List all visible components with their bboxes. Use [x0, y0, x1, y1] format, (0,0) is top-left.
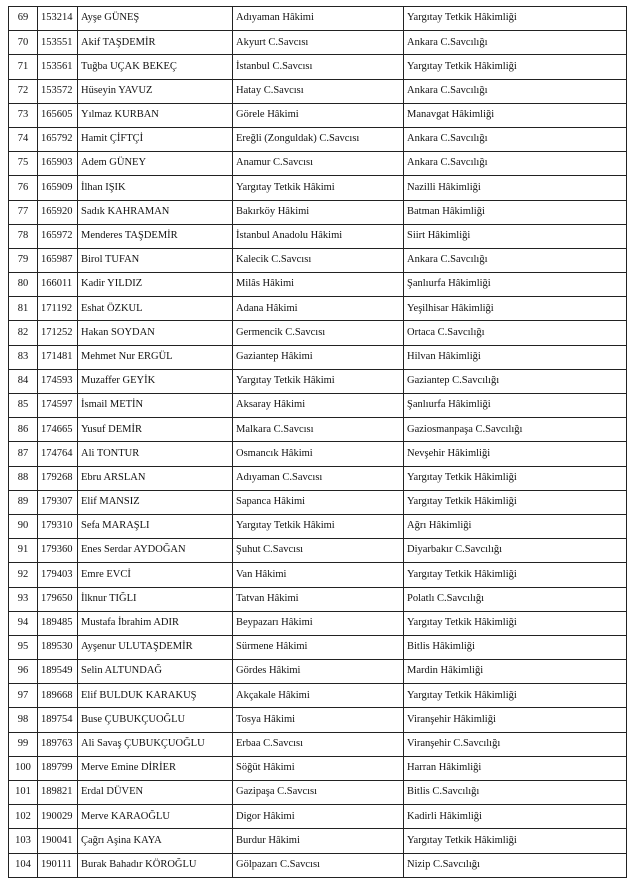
- new-position-cell: Manavgat Hâkimliği: [404, 103, 627, 127]
- row-number-cell: 103: [9, 829, 38, 853]
- registry-number-cell: 179650: [38, 587, 78, 611]
- registry-number-cell: 165605: [38, 103, 78, 127]
- new-position-cell: Yargıtay Tetkik Hâkimliği: [404, 7, 627, 31]
- name-cell: Merve KARAOĞLU: [78, 805, 233, 829]
- new-position-cell: Bitlis C.Savcılığı: [404, 781, 627, 805]
- row-number-cell: 74: [9, 127, 38, 151]
- registry-number-cell: 189799: [38, 756, 78, 780]
- table-row: [9, 103, 627, 127]
- new-position-cell: Nevşehir Hâkimliği: [404, 442, 627, 466]
- name-cell: Mustafa İbrahim ADIR: [78, 611, 233, 635]
- current-position-cell: Söğüt Hâkimi: [233, 756, 404, 780]
- row-number-cell: 82: [9, 321, 38, 345]
- registry-number-cell: 179307: [38, 490, 78, 514]
- new-position-cell: Ankara C.Savcılığı: [404, 127, 627, 151]
- table-row: [9, 273, 627, 297]
- table-row: [9, 224, 627, 248]
- name-cell: Hüseyin YAVUZ: [78, 79, 233, 103]
- new-position-cell: Viranşehir C.Savcılığı: [404, 732, 627, 756]
- new-position-cell: Ankara C.Savcılığı: [404, 248, 627, 272]
- name-cell: Burak Bahadır KÖROĞLU: [78, 853, 233, 877]
- registry-number-cell: 153551: [38, 31, 78, 55]
- table-row: [9, 7, 627, 31]
- name-cell: Yusuf DEMİR: [78, 418, 233, 442]
- current-position-cell: Akçakale Hâkimi: [233, 684, 404, 708]
- name-cell: Elif MANSIZ: [78, 490, 233, 514]
- new-position-cell: Batman Hâkimliği: [404, 200, 627, 224]
- row-number-cell: 94: [9, 611, 38, 635]
- table-row: [9, 394, 627, 418]
- table-row: [9, 55, 627, 79]
- new-position-cell: Yargıtay Tetkik Hâkimliği: [404, 563, 627, 587]
- name-cell: Ali TONTUR: [78, 442, 233, 466]
- table-row: [9, 176, 627, 200]
- new-position-cell: Viranşehir Hâkimliği: [404, 708, 627, 732]
- registry-number-cell: 165972: [38, 224, 78, 248]
- current-position-cell: Sürmene Hâkimi: [233, 635, 404, 659]
- name-cell: Menderes TAŞDEMİR: [78, 224, 233, 248]
- row-number-cell: 96: [9, 660, 38, 684]
- row-number-cell: 100: [9, 756, 38, 780]
- new-position-cell: Harran Hâkimliği: [404, 756, 627, 780]
- current-position-cell: Yargıtay Tetkik Hâkimi: [233, 514, 404, 538]
- row-number-cell: 71: [9, 55, 38, 79]
- current-position-cell: Ereğli (Zonguldak) C.Savcısı: [233, 127, 404, 151]
- registry-number-cell: 165920: [38, 200, 78, 224]
- table-row: [9, 369, 627, 393]
- name-cell: Sadık KAHRAMAN: [78, 200, 233, 224]
- name-cell: Enes Serdar AYDOĞAN: [78, 539, 233, 563]
- row-number-cell: 69: [9, 7, 38, 31]
- registry-number-cell: 171481: [38, 345, 78, 369]
- table-row: [9, 781, 627, 805]
- new-position-cell: Yargıtay Tetkik Hâkimliği: [404, 55, 627, 79]
- row-number-cell: 95: [9, 635, 38, 659]
- appointment-table: [8, 6, 627, 878]
- row-number-cell: 93: [9, 587, 38, 611]
- registry-number-cell: 174597: [38, 394, 78, 418]
- new-position-cell: Şanlıurfa Hâkimliği: [404, 273, 627, 297]
- row-number-cell: 101: [9, 781, 38, 805]
- new-position-cell: Diyarbakır C.Savcılığı: [404, 539, 627, 563]
- new-position-cell: Ortaca C.Savcılığı: [404, 321, 627, 345]
- registry-number-cell: 189754: [38, 708, 78, 732]
- current-position-cell: Milâs Hâkimi: [233, 273, 404, 297]
- name-cell: Hamit ÇİFTÇİ: [78, 127, 233, 151]
- row-number-cell: 81: [9, 297, 38, 321]
- table-row: [9, 805, 627, 829]
- new-position-cell: Yargıtay Tetkik Hâkimliği: [404, 684, 627, 708]
- new-position-cell: Nazilli Hâkimliği: [404, 176, 627, 200]
- table-row: [9, 248, 627, 272]
- table-row: [9, 442, 627, 466]
- current-position-cell: İstanbul C.Savcısı: [233, 55, 404, 79]
- name-cell: Erdal DÜVEN: [78, 781, 233, 805]
- current-position-cell: Yargıtay Tetkik Hâkimi: [233, 369, 404, 393]
- new-position-cell: Mardin Hâkimliği: [404, 660, 627, 684]
- registry-number-cell: 179403: [38, 563, 78, 587]
- registry-number-cell: 153561: [38, 55, 78, 79]
- table-row: [9, 635, 627, 659]
- registry-number-cell: 179268: [38, 466, 78, 490]
- table-row: [9, 587, 627, 611]
- registry-number-cell: 179360: [38, 539, 78, 563]
- current-position-cell: Van Hâkimi: [233, 563, 404, 587]
- row-number-cell: 97: [9, 684, 38, 708]
- name-cell: Ayşe GÜNEŞ: [78, 7, 233, 31]
- current-position-cell: Yargıtay Tetkik Hâkimi: [233, 176, 404, 200]
- registry-number-cell: 189485: [38, 611, 78, 635]
- current-position-cell: Gaziantep Hâkimi: [233, 345, 404, 369]
- current-position-cell: İstanbul Anadolu Hâkimi: [233, 224, 404, 248]
- table-row: [9, 127, 627, 151]
- row-number-cell: 88: [9, 466, 38, 490]
- current-position-cell: Bakırköy Hâkimi: [233, 200, 404, 224]
- name-cell: Sefa MARAŞLI: [78, 514, 233, 538]
- row-number-cell: 89: [9, 490, 38, 514]
- registry-number-cell: 174665: [38, 418, 78, 442]
- current-position-cell: Görele Hâkimi: [233, 103, 404, 127]
- table-row: [9, 853, 627, 877]
- table-row: [9, 418, 627, 442]
- registry-number-cell: 165909: [38, 176, 78, 200]
- current-position-cell: Osmancık Hâkimi: [233, 442, 404, 466]
- current-position-cell: Sapanca Hâkimi: [233, 490, 404, 514]
- row-number-cell: 78: [9, 224, 38, 248]
- registry-number-cell: 171252: [38, 321, 78, 345]
- new-position-cell: Yargıtay Tetkik Hâkimliği: [404, 829, 627, 853]
- current-position-cell: Adıyaman Hâkimi: [233, 7, 404, 31]
- new-position-cell: Ankara C.Savcılığı: [404, 152, 627, 176]
- new-position-cell: Ağrı Hâkimliği: [404, 514, 627, 538]
- registry-number-cell: 165903: [38, 152, 78, 176]
- name-cell: Selin ALTUNDAĞ: [78, 660, 233, 684]
- row-number-cell: 99: [9, 732, 38, 756]
- new-position-cell: Ankara C.Savcılığı: [404, 79, 627, 103]
- name-cell: Mehmet Nur ERGÜL: [78, 345, 233, 369]
- current-position-cell: Adıyaman C.Savcısı: [233, 466, 404, 490]
- row-number-cell: 77: [9, 200, 38, 224]
- registry-number-cell: 189549: [38, 660, 78, 684]
- row-number-cell: 90: [9, 514, 38, 538]
- name-cell: Ayşenur ULUTAŞDEMİR: [78, 635, 233, 659]
- registry-number-cell: 153214: [38, 7, 78, 31]
- current-position-cell: Germencik C.Savcısı: [233, 321, 404, 345]
- table-row: [9, 756, 627, 780]
- registry-number-cell: 171192: [38, 297, 78, 321]
- table-row: [9, 732, 627, 756]
- row-number-cell: 73: [9, 103, 38, 127]
- registry-number-cell: 190041: [38, 829, 78, 853]
- registry-number-cell: 166011: [38, 273, 78, 297]
- row-number-cell: 104: [9, 853, 38, 877]
- registry-number-cell: 190111: [38, 853, 78, 877]
- registry-number-cell: 189668: [38, 684, 78, 708]
- table-row: [9, 684, 627, 708]
- new-position-cell: Nizip C.Savcılığı: [404, 853, 627, 877]
- row-number-cell: 70: [9, 31, 38, 55]
- table-row: [9, 708, 627, 732]
- current-position-cell: Gazipaşa C.Savcısı: [233, 781, 404, 805]
- name-cell: Yılmaz KURBAN: [78, 103, 233, 127]
- table-row: [9, 829, 627, 853]
- registry-number-cell: 189821: [38, 781, 78, 805]
- new-position-cell: Polatlı C.Savcılığı: [404, 587, 627, 611]
- new-position-cell: Şanlıurfa Hâkimliği: [404, 394, 627, 418]
- row-number-cell: 76: [9, 176, 38, 200]
- current-position-cell: Kalecik C.Savcısı: [233, 248, 404, 272]
- row-number-cell: 83: [9, 345, 38, 369]
- new-position-cell: Ankara C.Savcılığı: [404, 31, 627, 55]
- current-position-cell: Tosya Hâkimi: [233, 708, 404, 732]
- name-cell: Merve Emine DİRİER: [78, 756, 233, 780]
- registry-number-cell: 190029: [38, 805, 78, 829]
- name-cell: Elif BULDUK KARAKUŞ: [78, 684, 233, 708]
- new-position-cell: Yargıtay Tetkik Hâkimliği: [404, 466, 627, 490]
- row-number-cell: 85: [9, 394, 38, 418]
- registry-number-cell: 153572: [38, 79, 78, 103]
- name-cell: İlknur TIĞLI: [78, 587, 233, 611]
- current-position-cell: Tatvan Hâkimi: [233, 587, 404, 611]
- current-position-cell: Beypazarı Hâkimi: [233, 611, 404, 635]
- name-cell: Hakan SOYDAN: [78, 321, 233, 345]
- name-cell: Emre EVCİ: [78, 563, 233, 587]
- new-position-cell: Hilvan Hâkimliği: [404, 345, 627, 369]
- current-position-cell: Digor Hâkimi: [233, 805, 404, 829]
- row-number-cell: 98: [9, 708, 38, 732]
- name-cell: Muzaffer GEYİK: [78, 369, 233, 393]
- name-cell: Adem GÜNEY: [78, 152, 233, 176]
- table-row: [9, 152, 627, 176]
- table-row: [9, 321, 627, 345]
- row-number-cell: 86: [9, 418, 38, 442]
- row-number-cell: 102: [9, 805, 38, 829]
- current-position-cell: Hatay C.Savcısı: [233, 79, 404, 103]
- table-row: [9, 611, 627, 635]
- row-number-cell: 72: [9, 79, 38, 103]
- table-row: [9, 490, 627, 514]
- row-number-cell: 79: [9, 248, 38, 272]
- table-row: [9, 200, 627, 224]
- table-row: [9, 297, 627, 321]
- name-cell: Ebru ARSLAN: [78, 466, 233, 490]
- table-row: [9, 660, 627, 684]
- current-position-cell: Gölpazarı C.Savcısı: [233, 853, 404, 877]
- new-position-cell: Bitlis Hâkimliği: [404, 635, 627, 659]
- name-cell: İsmail METİN: [78, 394, 233, 418]
- table-row: [9, 79, 627, 103]
- new-position-cell: Siirt Hâkimliği: [404, 224, 627, 248]
- current-position-cell: Gördes Hâkimi: [233, 660, 404, 684]
- row-number-cell: 87: [9, 442, 38, 466]
- current-position-cell: Akyurt C.Savcısı: [233, 31, 404, 55]
- row-number-cell: 80: [9, 273, 38, 297]
- new-position-cell: Yeşilhisar Hâkimliği: [404, 297, 627, 321]
- name-cell: Çağrı Aşina KAYA: [78, 829, 233, 853]
- registry-number-cell: 174764: [38, 442, 78, 466]
- table-row: [9, 563, 627, 587]
- current-position-cell: Adana Hâkimi: [233, 297, 404, 321]
- name-cell: İlhan IŞIK: [78, 176, 233, 200]
- registry-number-cell: 174593: [38, 369, 78, 393]
- registry-number-cell: 165987: [38, 248, 78, 272]
- current-position-cell: Malkara C.Savcısı: [233, 418, 404, 442]
- table-row: [9, 514, 627, 538]
- new-position-cell: Gaziantep C.Savcılığı: [404, 369, 627, 393]
- current-position-cell: Aksaray Hâkimi: [233, 394, 404, 418]
- registry-number-cell: 165792: [38, 127, 78, 151]
- name-cell: Ali Savaş ÇUBUKÇUOĞLU: [78, 732, 233, 756]
- row-number-cell: 75: [9, 152, 38, 176]
- current-position-cell: Şuhut C.Savcısı: [233, 539, 404, 563]
- name-cell: Eshat ÖZKUL: [78, 297, 233, 321]
- row-number-cell: 92: [9, 563, 38, 587]
- appointment-table-body: [9, 7, 627, 878]
- current-position-cell: Burdur Hâkimi: [233, 829, 404, 853]
- row-number-cell: 84: [9, 369, 38, 393]
- name-cell: Kadir YILDIZ: [78, 273, 233, 297]
- table-row: [9, 466, 627, 490]
- table-row: [9, 31, 627, 55]
- name-cell: Akif TAŞDEMİR: [78, 31, 233, 55]
- row-number-cell: 91: [9, 539, 38, 563]
- current-position-cell: Anamur C.Savcısı: [233, 152, 404, 176]
- name-cell: Tuğba UÇAK BEKEÇ: [78, 55, 233, 79]
- new-position-cell: Kadirli Hâkimliği: [404, 805, 627, 829]
- table-row: [9, 345, 627, 369]
- table-row: [9, 539, 627, 563]
- name-cell: Buse ÇUBUKÇUOĞLU: [78, 708, 233, 732]
- registry-number-cell: 179310: [38, 514, 78, 538]
- name-cell: Birol TUFAN: [78, 248, 233, 272]
- current-position-cell: Erbaa C.Savcısı: [233, 732, 404, 756]
- new-position-cell: Gaziosmanpaşa C.Savcılığı: [404, 418, 627, 442]
- new-position-cell: Yargıtay Tetkik Hâkimliği: [404, 611, 627, 635]
- registry-number-cell: 189763: [38, 732, 78, 756]
- new-position-cell: Yargıtay Tetkik Hâkimliği: [404, 490, 627, 514]
- registry-number-cell: 189530: [38, 635, 78, 659]
